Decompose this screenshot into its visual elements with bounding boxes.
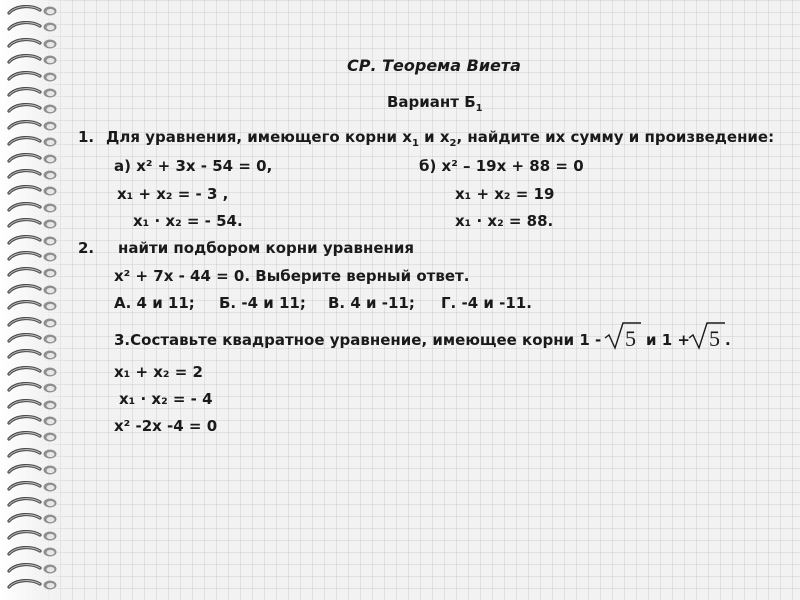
spiral-ring bbox=[6, 381, 62, 395]
spiral-ring bbox=[6, 316, 62, 330]
spiral-ring bbox=[6, 184, 62, 198]
task2-number: 2. bbox=[78, 239, 95, 257]
spiral-ring bbox=[6, 283, 62, 297]
spiral-ring bbox=[6, 562, 62, 576]
spiral-ring bbox=[6, 480, 62, 494]
spiral-ring bbox=[6, 529, 62, 543]
task2-option-d: Г. -4 и -11. bbox=[441, 294, 532, 312]
task1-product-a: х₁ · х₂ = - 54. bbox=[133, 212, 243, 230]
variant-subscript: 1 bbox=[475, 103, 483, 114]
spiral-ring bbox=[6, 86, 62, 100]
task1-text-part: Для уравнения, имеющего корни х bbox=[106, 128, 412, 146]
task1-sum-b: х₁ + х₂ = 19 bbox=[455, 185, 555, 203]
spiral-ring bbox=[6, 168, 62, 182]
spiral-ring bbox=[6, 20, 62, 34]
task1-text-part: и х bbox=[418, 128, 450, 146]
sqrt-radicand: 5 bbox=[709, 326, 720, 351]
spiral-ring bbox=[6, 135, 62, 149]
spiral-ring bbox=[6, 119, 62, 133]
spiral-ring bbox=[6, 217, 62, 231]
spiral-ring bbox=[6, 447, 62, 461]
task2-option-c: В. 4 и -11; bbox=[328, 294, 415, 312]
task3-equation: х² -2х -4 = 0 bbox=[114, 417, 218, 435]
task2-equation: х² + 7х - 44 = 0. Выберите верный ответ. bbox=[114, 267, 470, 285]
task3-text: 3.Составьте квадратное уравнение, имеющее корни 1 - bbox=[114, 331, 602, 349]
spiral-ring bbox=[6, 348, 62, 362]
task3-product: х₁ · х₂ = - 4 bbox=[119, 390, 213, 408]
spiral-ring bbox=[6, 201, 62, 215]
spiral-ring bbox=[6, 414, 62, 428]
variant-label bbox=[387, 92, 483, 119]
spiral-ring bbox=[6, 578, 62, 592]
task1-subscript: 2 bbox=[449, 138, 457, 149]
variant-text: Вариант Б bbox=[387, 93, 476, 111]
spiral-ring bbox=[6, 250, 62, 264]
spiral-ring bbox=[6, 299, 62, 313]
spiral-ring bbox=[6, 4, 62, 18]
task1-equation-a: а) х² + 3х - 54 = 0, bbox=[114, 157, 273, 175]
task1-equation-b: б) х² – 19х + 88 = 0 bbox=[419, 157, 584, 175]
spiral-ring bbox=[6, 332, 62, 346]
task1-product-b: х₁ · х₂ = 88. bbox=[455, 212, 554, 230]
task3-sum: х₁ + х₂ = 2 bbox=[114, 363, 203, 381]
spiral-ring bbox=[6, 102, 62, 116]
spiral-ring bbox=[6, 398, 62, 412]
task1-text bbox=[106, 127, 774, 154]
spiral-ring bbox=[6, 545, 62, 559]
task2-option-a: А. 4 и 11; bbox=[114, 294, 195, 312]
spiral-ring bbox=[6, 463, 62, 477]
spiral-ring bbox=[6, 496, 62, 510]
spiral-ring bbox=[6, 152, 62, 166]
spiral-ring bbox=[6, 266, 62, 280]
spiral-ring bbox=[6, 365, 62, 379]
task3-end-period: . bbox=[725, 331, 731, 349]
sqrt-radicand: 5 bbox=[625, 326, 636, 351]
task1-number: 1. bbox=[78, 128, 95, 146]
spiral-ring bbox=[6, 53, 62, 67]
task3-and: и 1 + bbox=[646, 331, 690, 349]
spiral-ring bbox=[6, 512, 62, 526]
spiral-ring bbox=[6, 37, 62, 51]
page-title: СР. Теорема Виета bbox=[347, 56, 521, 75]
task2-text: найти подбором корни уравнения bbox=[118, 239, 415, 257]
task1-subscript: 1 bbox=[411, 138, 419, 149]
sqrt-symbol bbox=[687, 321, 727, 351]
spiral-ring bbox=[6, 234, 62, 248]
task2-option-b: Б. -4 и 11; bbox=[219, 294, 306, 312]
task1-sum-a: х₁ + х₂ = - 3 , bbox=[117, 185, 229, 203]
sqrt-symbol bbox=[603, 321, 643, 351]
spiral-ring bbox=[6, 70, 62, 84]
spiral-ring bbox=[6, 430, 62, 444]
task1-text-part: , найдите их сумму и произведение: bbox=[456, 128, 775, 146]
